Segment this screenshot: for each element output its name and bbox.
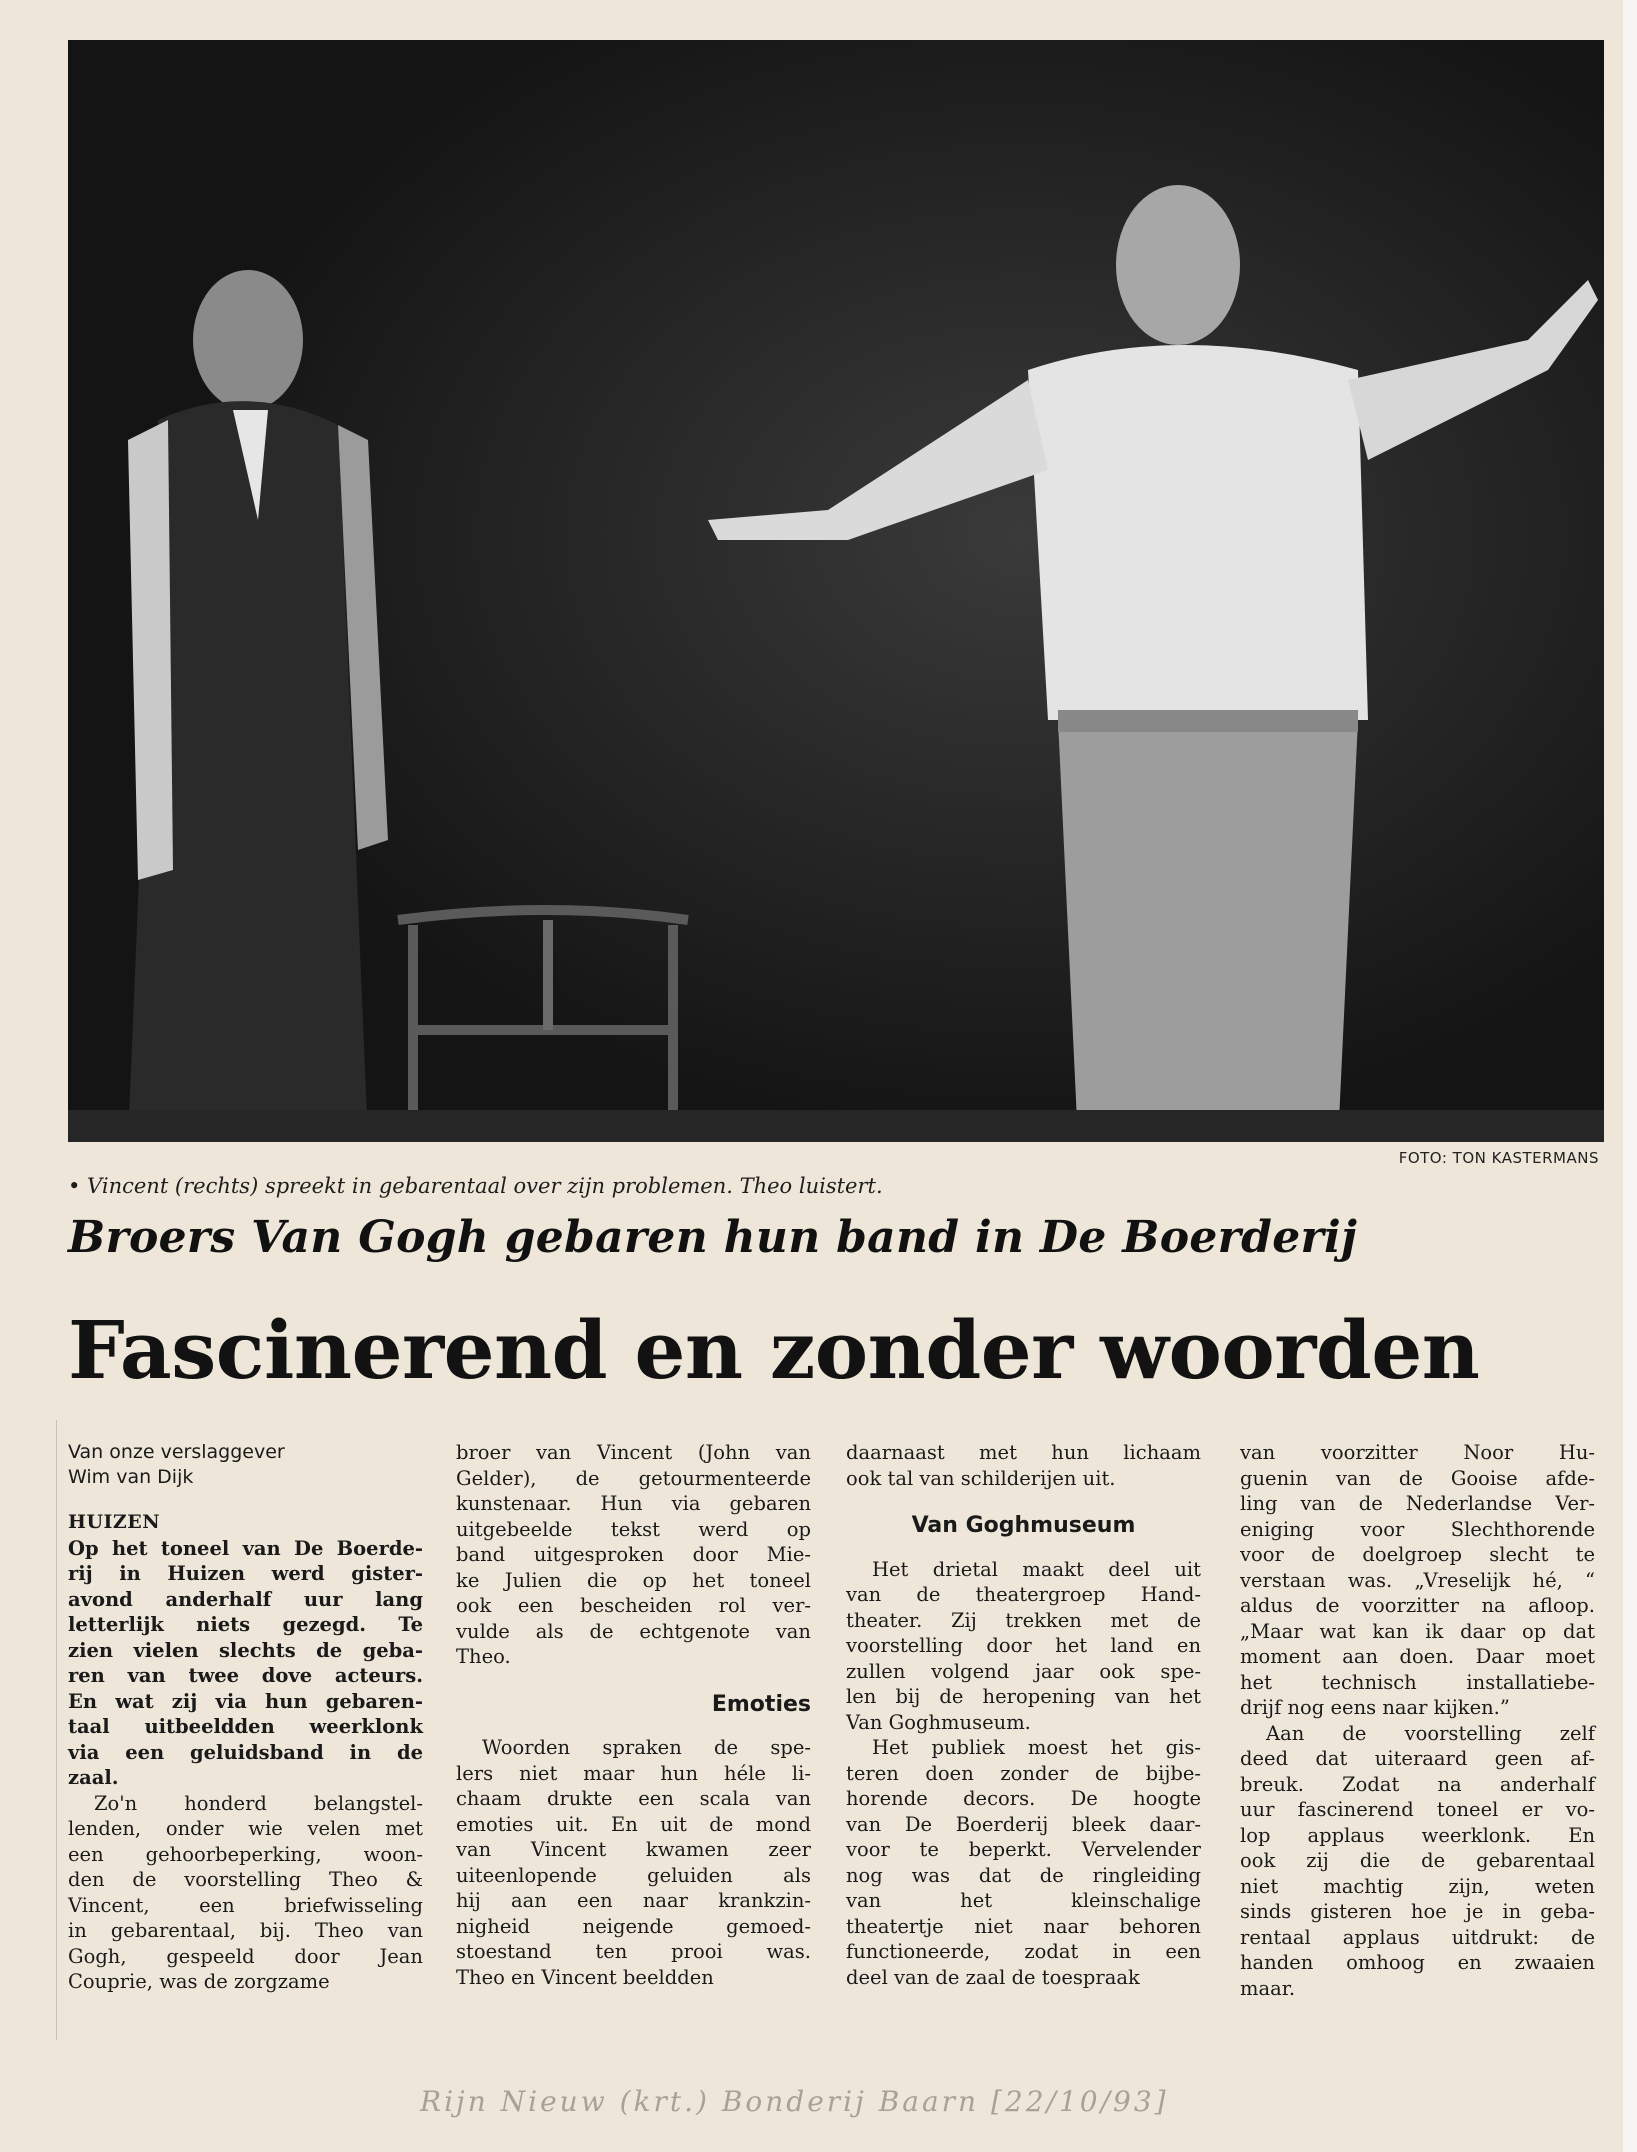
text-line: uiteenlopende geluiden als xyxy=(456,1863,811,1887)
lead-paragraph xyxy=(68,1536,423,1791)
text-line: theatertje niet naar behoren xyxy=(846,1914,1201,1938)
text-line: aldus de voorzitter na afloop. xyxy=(1240,1594,1595,1617)
text-line: broer van Vincent (John van xyxy=(456,1441,811,1464)
text-line: ook tal van schilderijen uit. xyxy=(846,1466,1116,1490)
text-line: van de theatergroep Hand- xyxy=(846,1583,1201,1606)
subheadline: Broers Van Gogh gebaren hun band in De Boerderij xyxy=(68,1212,1358,1263)
text-line: lenden, onder wie velen met xyxy=(68,1817,423,1840)
text-line: voor de doelgroep slecht te xyxy=(1240,1543,1595,1566)
byline-role: Van onze verslaggever xyxy=(68,1441,285,1463)
paragraph xyxy=(456,1440,811,1670)
text-line: ook een bescheiden rol ver- xyxy=(456,1594,811,1617)
text-line: Vincent, een briefwisseling xyxy=(68,1893,423,1917)
text-line: het technisch installatiebe- xyxy=(1240,1670,1595,1694)
text-line: eniging voor Slechthorende xyxy=(1240,1517,1595,1541)
text-line: „Maar wat kan ik daar op dat xyxy=(1240,1619,1595,1643)
text-line: den de voorstelling Theo & xyxy=(68,1868,423,1891)
text-line: voor te beperkt. Vervelender xyxy=(846,1838,1201,1861)
text-line: Op het toneel van De Boerde- xyxy=(68,1536,423,1560)
text-line: letterlijk niets gezegd. Te xyxy=(68,1613,423,1636)
text-line: ling van de Nederlandse Ver- xyxy=(1240,1492,1595,1515)
text-line: ook zij die de gebarentaal xyxy=(1240,1849,1595,1872)
text-line: van Vincent kwamen zeer xyxy=(456,1838,811,1861)
photo-credit: FOTO: TON KASTERMANS xyxy=(1398,1149,1599,1167)
text-line: Theo en Vincent beeldden xyxy=(456,1965,714,1989)
text-line: Van Goghmuseum. xyxy=(846,1710,1031,1734)
photo-illustration xyxy=(68,40,1604,1142)
text-line: taal uitbeeldden weerklonk xyxy=(68,1715,423,1738)
text-line: Zo'n honderd belangstel- xyxy=(94,1791,423,1815)
text-line: lers niet maar hun héle li- xyxy=(456,1761,811,1785)
column-2 xyxy=(456,1440,811,1990)
text-line: zien vielen slechts de geba- xyxy=(68,1638,423,1662)
handwritten-note: Rijn Nieuw (krt.) Bonderij Baarn [22/10/93] xyxy=(420,2085,1169,2118)
text-line: nog was dat de ringleiding xyxy=(846,1863,1201,1887)
paragraph xyxy=(846,1557,1201,1736)
paragraph xyxy=(456,1735,811,1990)
text-line: len bij de heropening van het xyxy=(846,1685,1201,1708)
text-line: zaal. xyxy=(68,1766,119,1789)
text-line: drijf nog eens naar kijken.” xyxy=(1240,1696,1510,1719)
byline xyxy=(68,1440,423,1490)
text-line: maar. xyxy=(1240,1976,1296,2000)
text-line: Woorden spraken de spe- xyxy=(482,1736,811,1759)
text-line: verstaan was. „Vreselijk hé, “ xyxy=(1240,1568,1595,1592)
text-line: nigheid neigende gemoed- xyxy=(456,1914,811,1938)
paragraph xyxy=(846,1735,1201,1990)
text-line: Gelder), de getourmenteerde xyxy=(456,1466,811,1490)
column-1 xyxy=(68,1440,423,1995)
text-line: Het publiek moest het gis- xyxy=(872,1736,1201,1759)
text-line: functioneerde, zodat in een xyxy=(846,1940,1201,1963)
paragraph xyxy=(1240,1721,1595,2002)
text-line: rentaal applaus uitdrukt: de xyxy=(1240,1925,1595,1949)
text-line: via een geluidsband in de xyxy=(68,1740,423,1764)
text-line: chaam drukte een scala van xyxy=(456,1787,811,1810)
text-line: stoestand ten prooi was. xyxy=(456,1940,811,1963)
stage-photo xyxy=(68,40,1604,1142)
section-heading-van-goghmuseum: Van Goghmuseum xyxy=(911,1513,1136,1538)
text-line: uur fascinerend toneel er vo- xyxy=(1240,1798,1595,1821)
text-line: handen omhoog en zwaaien xyxy=(1240,1951,1595,1974)
text-line: hij aan een naar krankzin- xyxy=(456,1889,811,1912)
text-line: ke Julien die op het toneel xyxy=(456,1568,811,1592)
paragraph xyxy=(846,1440,1201,1491)
text-line: breuk. Zodat na anderhalf xyxy=(1240,1772,1595,1796)
headline: Fascinerend en zonder woorden xyxy=(68,1303,1480,1397)
dateline: HUIZEN xyxy=(68,1511,161,1533)
text-line: daarnaast met hun lichaam xyxy=(846,1441,1201,1464)
text-line: Aan de voorstelling zelf xyxy=(1266,1721,1595,1745)
text-line: rij in Huizen werd gister- xyxy=(68,1562,423,1585)
text-line: van het kleinschalige xyxy=(846,1889,1201,1912)
text-line: van De Boerderij bleek daar- xyxy=(846,1812,1201,1836)
column-rule xyxy=(56,1420,57,2040)
text-line: Theo. xyxy=(456,1645,511,1668)
text-line: sinds gisteren hoe je in geba- xyxy=(1240,1900,1595,1923)
text-line: in gebarentaal, bij. Theo van xyxy=(68,1919,423,1942)
text-line: moment aan doen. Daar moet xyxy=(1240,1645,1595,1668)
text-line: zullen volgend jaar ook spe- xyxy=(846,1659,1201,1683)
paragraph xyxy=(1240,1440,1595,1721)
text-line: lop applaus weerklonk. En xyxy=(1240,1823,1595,1847)
text-line: deed dat uiteraard geen af- xyxy=(1240,1747,1595,1770)
column-3 xyxy=(846,1440,1201,1990)
text-line: uitgebeelde tekst werd op xyxy=(456,1517,811,1541)
text-line: teren doen zonder de bijbe- xyxy=(846,1761,1201,1785)
text-line: voorstelling door het land en xyxy=(846,1634,1201,1657)
text-line: vulde als de echtgenote van xyxy=(456,1619,811,1643)
text-line: horende decors. De hoogte xyxy=(846,1787,1201,1810)
text-line: ren van twee dove acteurs. xyxy=(68,1664,423,1687)
text-line: Het drietal maakt deel uit xyxy=(872,1557,1201,1581)
section-heading-emoties: Emoties xyxy=(711,1691,811,1717)
text-line: emoties uit. En uit de mond xyxy=(456,1812,811,1836)
text-line: avond anderhalf uur lang xyxy=(68,1587,423,1611)
text-line: kunstenaar. Hun via gebaren xyxy=(456,1492,811,1515)
photo-caption: • Vincent (rechts) spreekt in gebarentaal over zijn problemen. Theo luistert. xyxy=(68,1174,883,1198)
paragraph xyxy=(68,1791,423,1995)
text-line: niet machtig zijn, weten xyxy=(1240,1874,1595,1898)
column-4 xyxy=(1240,1440,1595,2001)
text-line: deel van de zaal de toespraak xyxy=(846,1965,1140,1989)
byline-author: Wim van Dijk xyxy=(68,1466,194,1488)
text-line: een gehoorbeperking, woon- xyxy=(68,1842,423,1866)
text-line: Couprie, was de zorgzame xyxy=(68,1970,330,1993)
text-line: theater. Zij trekken met de xyxy=(846,1608,1201,1632)
text-line: Gogh, gespeeld door Jean xyxy=(68,1944,423,1968)
text-line: guenin van de Gooise afde- xyxy=(1240,1466,1595,1490)
text-line: band uitgesproken door Mie- xyxy=(456,1543,811,1566)
text-line: En wat zij via hun gebaren- xyxy=(68,1689,423,1713)
text-line: van voorzitter Noor Hu- xyxy=(1240,1441,1595,1464)
